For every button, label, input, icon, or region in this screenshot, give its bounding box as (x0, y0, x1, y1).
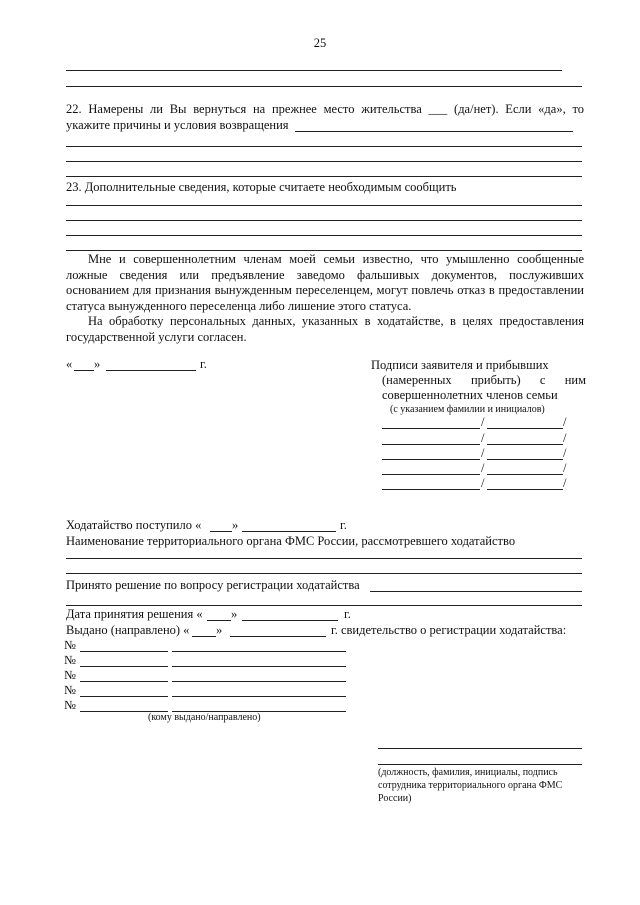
received-month-field[interactable] (242, 531, 336, 532)
issued-suffix: г. свидетельство о регистрации ходатайства: (331, 623, 567, 637)
return-reasons-field[interactable] (295, 131, 573, 132)
date-day-field[interactable] (74, 370, 94, 371)
authority-label: Наименование территориального органа ФМС России, рассмотревшего ходатайство (66, 534, 516, 548)
official-field[interactable] (378, 748, 582, 749)
signature-separator: / (481, 446, 485, 460)
official-field[interactable] (378, 764, 582, 765)
decision-year-suffix: г. (344, 607, 351, 621)
date-open-quote: « (66, 357, 73, 371)
number-sign: № (64, 683, 76, 697)
signature-field[interactable] (382, 444, 480, 445)
received-year-suffix: г. (340, 518, 347, 532)
signature-separator: / (563, 461, 567, 475)
received-day-field[interactable] (210, 531, 232, 532)
date-year-suffix: г. (200, 357, 207, 371)
blank-line[interactable] (66, 205, 582, 206)
signatures-hint: (с указанием фамилии и инициалов) (390, 404, 545, 415)
decision-field[interactable] (370, 591, 582, 592)
received-close-quote: » (232, 518, 239, 532)
name-initials-field[interactable] (487, 444, 563, 445)
signature-field[interactable] (382, 459, 480, 460)
decision-field[interactable] (66, 605, 582, 606)
issued-close-quote: » (216, 623, 223, 637)
signature-separator: / (481, 461, 485, 475)
issued-month-field[interactable] (230, 636, 326, 637)
blank-line[interactable] (66, 161, 582, 162)
signature-separator: / (563, 415, 567, 429)
question-22-line2: укажите причины и условия возвращения (66, 118, 289, 132)
certificate-number-field[interactable] (80, 651, 168, 652)
signatures-title-line2: (намеренных прибыть) с ним (382, 373, 586, 387)
signature-field[interactable] (382, 474, 480, 475)
decision-close-quote: » (231, 607, 238, 621)
official-caption-line2: сотрудника территориального органа ФМС (378, 780, 563, 791)
signature-separator: / (481, 415, 485, 429)
notice-paragraph-2: На обработку персональных данных, указанных в ходатайстве, в целях предоставления государственной услуги согласен. (66, 314, 584, 344)
decision-day-field[interactable] (207, 620, 231, 621)
signature-separator: / (481, 476, 485, 490)
date-month-field[interactable] (106, 370, 196, 371)
notice-paragraph-1: Мне и совершеннолетним членам моей семьи известно, что умышленно сообщенные ложные сведения или предъявление заведомо фальшивых документов, послуживших основанием для признания вынужденным переселенцем, могут повлечь отказ в предоставлении статуса вынужденного переселенца либо лишение этого статуса. (66, 252, 584, 313)
certificate-number-field[interactable] (80, 666, 168, 667)
number-sign: № (64, 653, 76, 667)
blank-line[interactable] (66, 176, 582, 177)
name-initials-field[interactable] (487, 459, 563, 460)
official-caption-line1: (должность, фамилия, инициалы, подпись (378, 767, 558, 778)
signature-separator: / (563, 446, 567, 460)
received-label: Ходатайство поступило « (66, 518, 202, 532)
blank-line[interactable] (66, 86, 582, 87)
recipient-field[interactable] (172, 696, 346, 697)
number-sign: № (64, 638, 76, 652)
signatures-title-line1: Подписи заявителя и прибывших (371, 358, 549, 372)
signature-field[interactable] (382, 489, 480, 490)
blank-line[interactable] (66, 70, 562, 71)
number-sign: № (64, 698, 76, 712)
name-initials-field[interactable] (487, 474, 563, 475)
official-caption-line3: России) (378, 793, 412, 804)
question-22-line1: 22. Намерены ли Вы вернуться на прежнее место жительства ___ (да/нет). Если «да», то (66, 102, 584, 116)
signature-separator: / (563, 431, 567, 445)
recipient-field[interactable] (172, 681, 346, 682)
recipient-field[interactable] (172, 666, 346, 667)
issued-day-field[interactable] (192, 636, 216, 637)
decision-date-label: Дата принятия решения « (66, 607, 203, 621)
number-sign: № (64, 668, 76, 682)
authority-field[interactable] (66, 558, 582, 559)
blank-line[interactable] (66, 235, 582, 236)
signature-separator: / (563, 476, 567, 490)
question-23: 23. Дополнительные сведения, которые считаете необходимым сообщить (66, 180, 457, 194)
issued-to-hint: (кому выдано/направлено) (148, 712, 261, 723)
date-close-quote: » (94, 357, 101, 371)
recipient-field[interactable] (172, 651, 346, 652)
signature-field[interactable] (382, 428, 480, 429)
signatures-title-line3: совершеннолетних членов семьи (382, 388, 558, 402)
name-initials-field[interactable] (487, 428, 563, 429)
decision-label: Принято решение по вопросу регистрации ходатайства (66, 578, 360, 592)
issued-label: Выдано (направлено) « (66, 623, 190, 637)
blank-line[interactable] (66, 250, 582, 251)
name-initials-field[interactable] (487, 489, 563, 490)
authority-field[interactable] (66, 573, 582, 574)
decision-month-field[interactable] (242, 620, 338, 621)
blank-line[interactable] (66, 220, 582, 221)
blank-line[interactable] (66, 146, 582, 147)
certificate-number-field[interactable] (80, 696, 168, 697)
certificate-number-field[interactable] (80, 681, 168, 682)
page-number: 25 (313, 36, 327, 50)
signature-separator: / (481, 431, 485, 445)
